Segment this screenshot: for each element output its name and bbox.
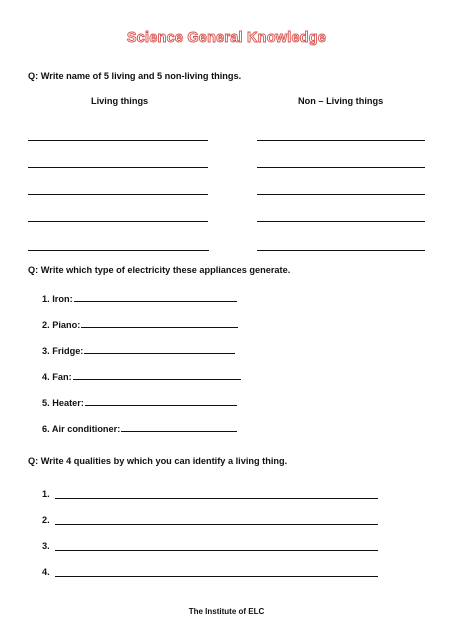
item-number: 6. — [42, 424, 50, 434]
answer-line[interactable] — [28, 250, 209, 251]
answer-line[interactable] — [55, 498, 378, 499]
quality-item-4: 4. — [42, 567, 50, 577]
answer-blank[interactable] — [81, 318, 238, 328]
answer-line[interactable] — [257, 221, 425, 222]
answer-line[interactable] — [257, 167, 425, 168]
answer-line[interactable] — [257, 194, 425, 195]
answer-blank[interactable] — [74, 292, 237, 302]
quality-item-2: 2. — [42, 515, 50, 525]
item-number: 5. — [42, 398, 50, 408]
page-title: Science General Knowledge — [126, 30, 327, 46]
appliance-item-heater — [42, 396, 237, 408]
question-living-qualities: Q: Write 4 qualities by which you can identify a living thing. — [28, 456, 288, 466]
answer-blank[interactable] — [85, 396, 237, 406]
answer-line[interactable] — [55, 550, 378, 551]
quality-item-3: 3. — [42, 541, 50, 551]
question-electricity: Q: Write which type of electricity these appliances generate. — [28, 265, 291, 275]
answer-line[interactable] — [55, 576, 378, 577]
answer-line[interactable] — [28, 221, 208, 222]
answer-line[interactable] — [55, 524, 378, 525]
answer-blank[interactable] — [73, 370, 241, 380]
answer-line[interactable] — [257, 140, 425, 141]
appliance-item-piano — [42, 318, 238, 330]
item-number: 4. — [42, 372, 50, 382]
footer-institute: The Institute of ELC — [188, 607, 265, 616]
item-label: Iron: — [52, 294, 73, 304]
item-number: 2. — [42, 320, 50, 330]
column-heading-non-living: Non – Living things — [298, 96, 384, 106]
answer-blank[interactable] — [121, 422, 237, 432]
appliance-item-iron — [42, 292, 237, 304]
quality-item-1: 1. — [42, 489, 50, 499]
answer-line[interactable] — [28, 167, 208, 168]
appliance-item-fan — [42, 370, 241, 382]
item-number: 3. — [42, 346, 50, 356]
item-label: Air conditioner: — [51, 424, 121, 434]
answer-line[interactable] — [28, 140, 208, 141]
answer-line[interactable] — [28, 194, 208, 195]
question-living-things: Q: Write name of 5 living and 5 non-living things. — [28, 71, 242, 81]
appliance-item-air-conditioner — [42, 422, 237, 434]
appliance-item-fridge — [42, 344, 235, 356]
item-label: Piano: — [52, 320, 81, 330]
item-number: 1. — [42, 294, 50, 304]
item-label: Fridge: — [52, 346, 84, 356]
answer-blank[interactable] — [84, 344, 235, 354]
answer-line[interactable] — [257, 250, 425, 251]
item-label: Heater: — [52, 398, 84, 408]
column-heading-living: Living things — [91, 96, 149, 106]
item-label: Fan: — [52, 372, 72, 382]
